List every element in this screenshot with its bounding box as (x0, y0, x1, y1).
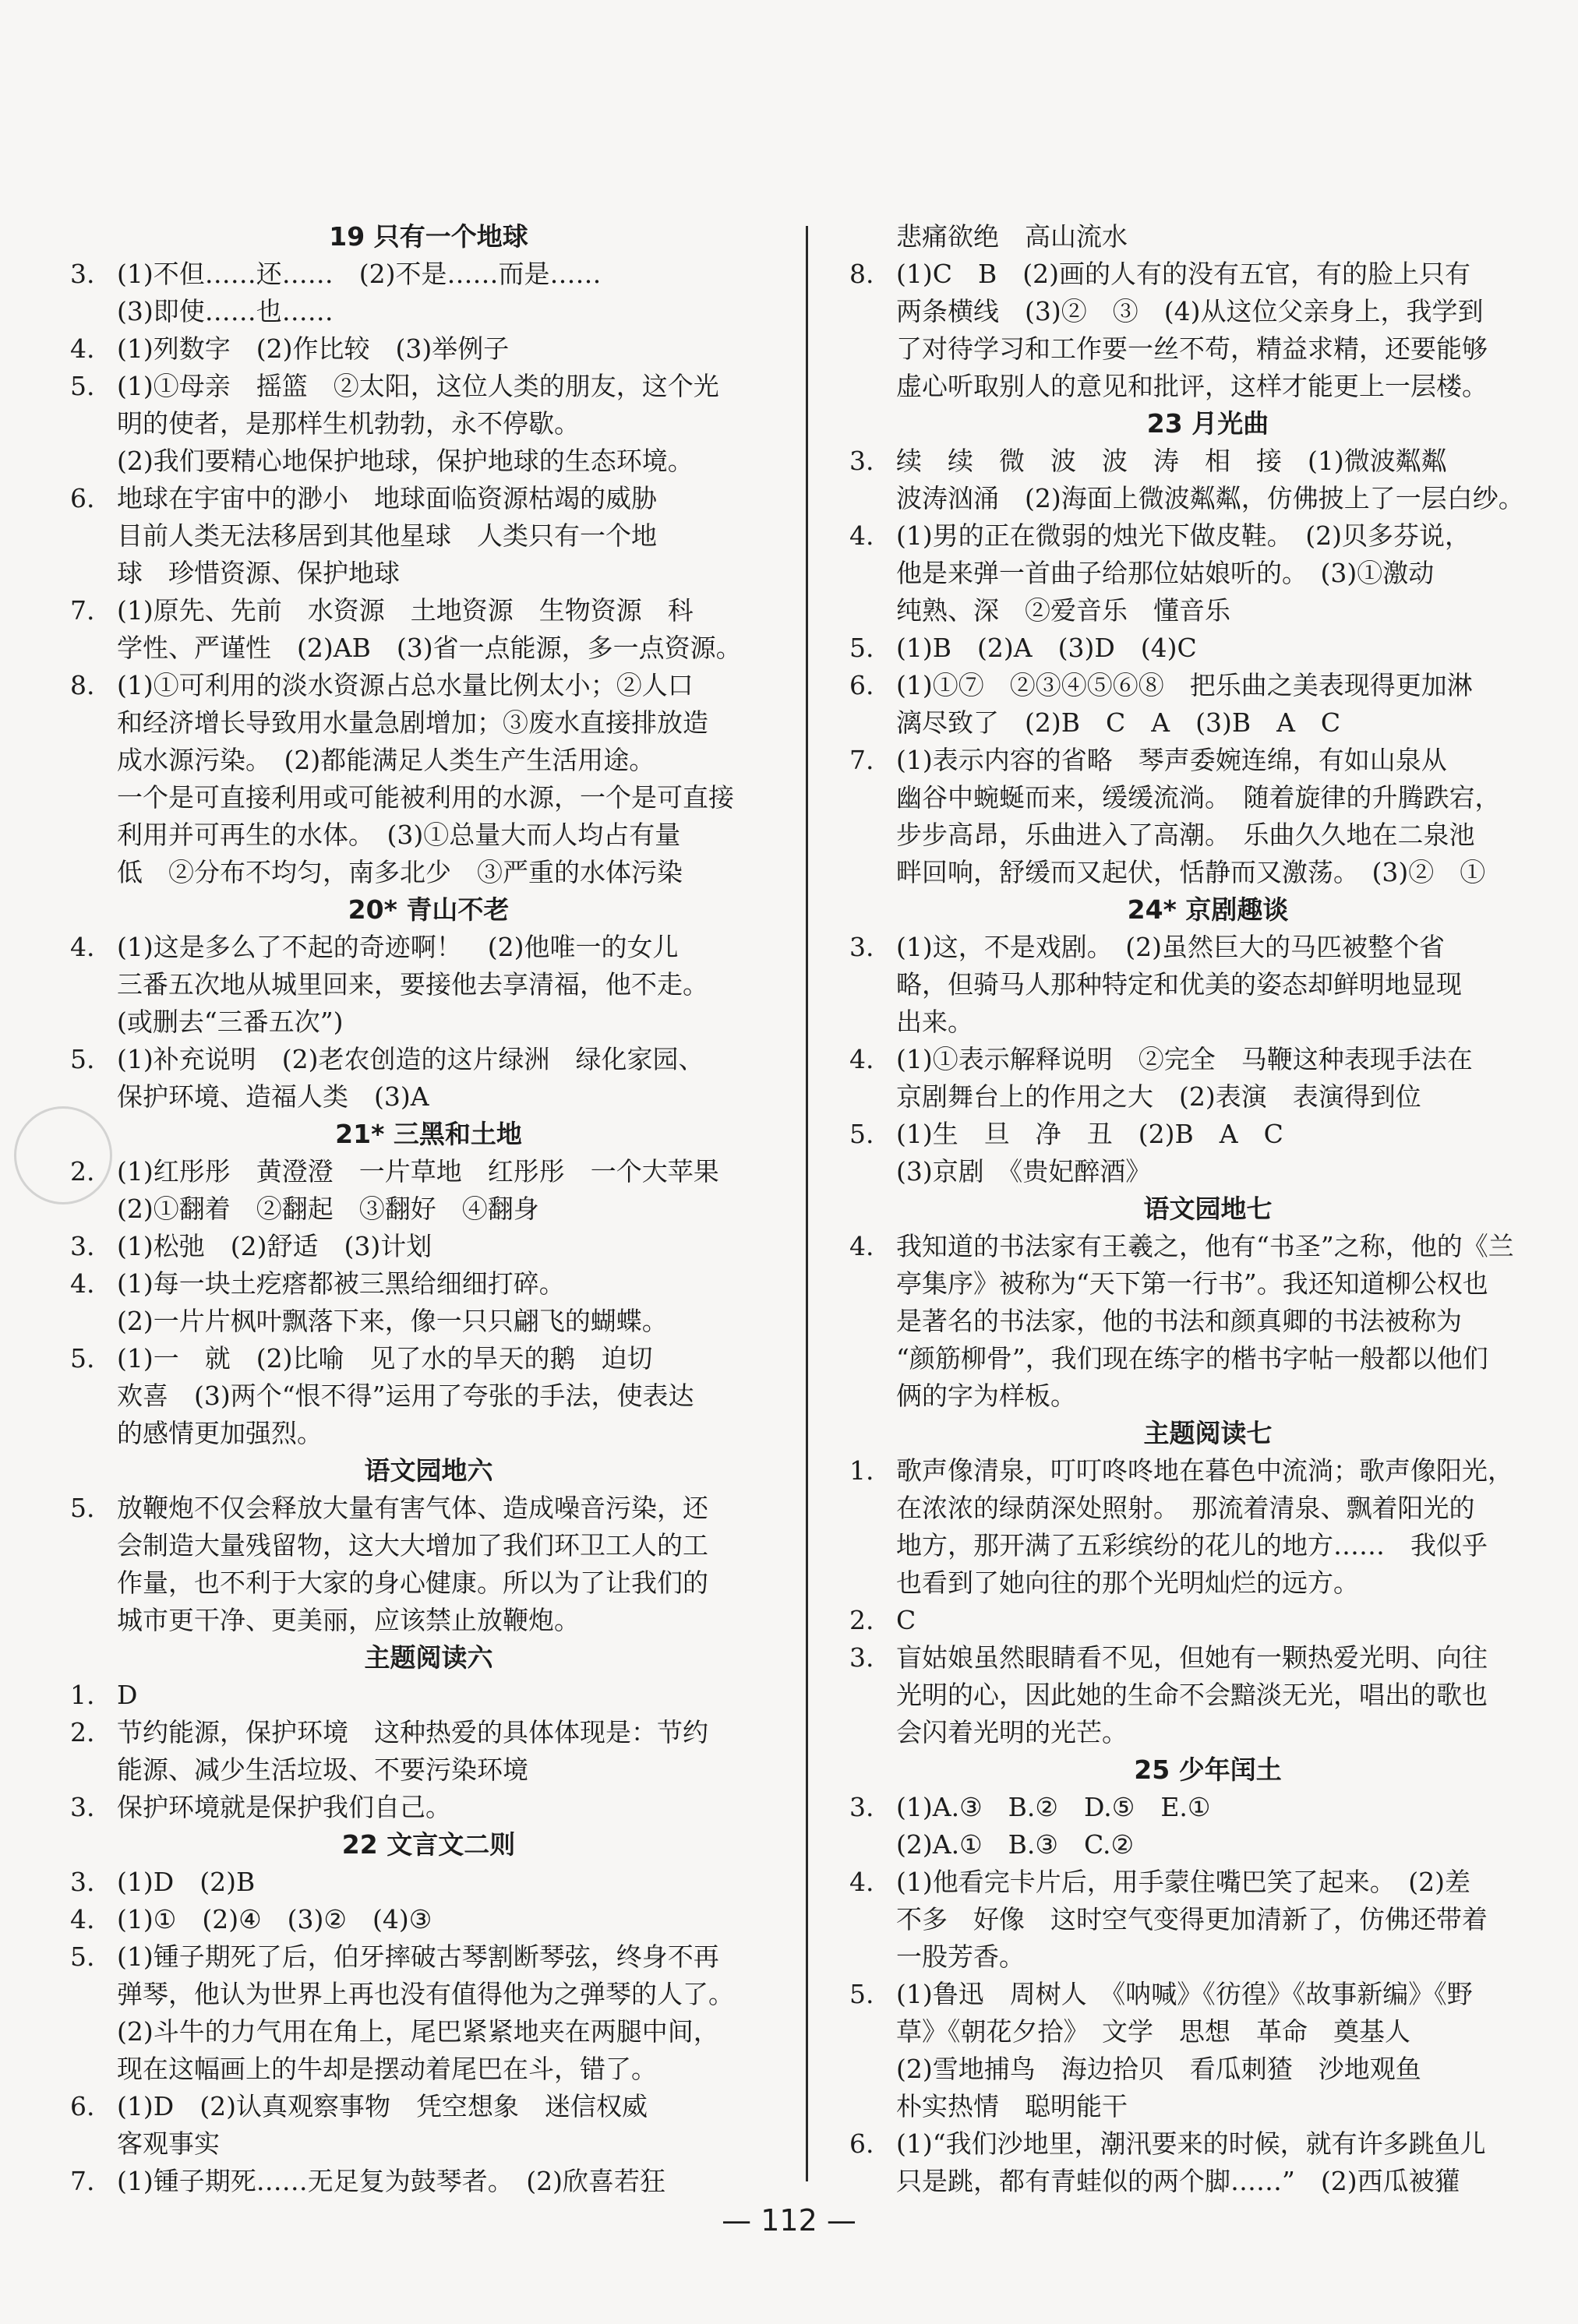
answer-line: (2)斗牛的力气用在角上，尾巴紧紧地夹在两腿中间， (117, 2016, 719, 2047)
answer-line: 客观事实 (117, 2128, 220, 2159)
answer-text (896, 1116, 1566, 1190)
answer-line: 目前人类无法移居到其他星球 人类只有一个地 (117, 520, 657, 551)
answer-line: (1)补充说明 (2)老农创造的这片绿洲 绿化家园、 (117, 1044, 704, 1074)
question-number: 5. (849, 1979, 874, 2009)
answer-section (849, 218, 1566, 405)
answer-section (70, 1452, 787, 1639)
question-number: 1. (70, 1680, 95, 1710)
section-title: 主题阅读七 (1143, 1418, 1273, 1448)
answer-line: 悲痛欲绝 高山流水 (896, 221, 1128, 252)
answer-text (117, 1490, 787, 1639)
answer-item (849, 443, 1566, 517)
answer-line: 是著名的书法家，他的书法和颜真卿的书法被称为 (896, 1306, 1462, 1336)
answer-line: (3)京剧 《贵妃醉酒》 (896, 1156, 1152, 1187)
answer-line: 纯熟、深 ②爱音乐 懂音乐 (896, 595, 1230, 626)
answer-item (849, 256, 1566, 405)
answer-line: 在浓浓的绿荫深处照射。 那流着清泉、飘着阳光的 (896, 1493, 1475, 1523)
answer-text (117, 368, 787, 480)
answer-line: 弹琴，他认为世界上再也没有值得他为之弹琴的人了。 (117, 1979, 734, 2009)
answer-item (70, 592, 787, 667)
answer-text (117, 1677, 787, 1714)
question-number: 4. (70, 1904, 95, 1934)
question-number: 3. (70, 1231, 95, 1261)
answer-line: 朴实热情 聪明能干 (896, 2091, 1128, 2121)
answer-line: 两条横线 (3)② ③ (4)从这位父亲身上，我学到 (896, 296, 1484, 326)
answer-line: 我知道的书法家有王羲之，他有“书圣”之称，他的《兰 (896, 1231, 1514, 1261)
answer-line: (2)A.① B.③ C.② (896, 1829, 1135, 1860)
answer-text (117, 256, 787, 330)
answer-line: D (117, 1680, 138, 1710)
answer-item (70, 1864, 787, 1901)
answer-line: (1)D (2)B (117, 1867, 256, 1897)
question-number: 4. (849, 1231, 874, 1261)
column-divider (806, 226, 808, 2181)
answer-item (849, 1602, 1566, 1639)
question-number (849, 218, 896, 256)
answer-line: C (896, 1605, 916, 1635)
answer-text (117, 929, 787, 1041)
section-title: 20* 青山不老 (348, 894, 510, 925)
section-title: 语文园地七 (1143, 1194, 1273, 1224)
answer-item (849, 517, 1566, 629)
watermark-stamp (14, 1106, 112, 1204)
question-number: 7. (849, 745, 874, 775)
answer-line: (1)① (2)④ (3)② (4)③ (117, 1904, 432, 1934)
question-number: 5. (849, 1119, 874, 1149)
answer-section (849, 1415, 1566, 1751)
answer-item (70, 1938, 787, 2088)
answer-section (849, 1751, 1566, 2200)
answer-text (117, 1228, 787, 1265)
answer-line: (1)B (2)A (3)D (4)C (896, 633, 1197, 663)
answer-text (896, 1041, 1566, 1116)
answer-line: 波涛汹涌 (2)海面上微波粼粼，仿佛披上了一层白纱。 (896, 483, 1524, 513)
answer-text (896, 629, 1566, 667)
question-number: 3. (70, 259, 95, 289)
question-number: 7. (70, 2166, 95, 2196)
answer-line: (3)即使……也…… (117, 296, 334, 326)
answer-text (896, 1789, 1566, 1864)
answer-line: (2)①翻着 ②翻起 ③翻好 ④翻身 (117, 1194, 539, 1224)
answer-text (117, 1153, 787, 1228)
answer-line: 出来。 (896, 1007, 973, 1037)
question-number: 3. (849, 446, 874, 476)
answer-line: 也看到了她向往的那个光明灿烂的远方。 (896, 1568, 1359, 1598)
answer-text (896, 1602, 1566, 1639)
answer-line: 和经济增长导致用水量急剧增加；③废水直接排放造 (117, 707, 708, 738)
answer-line: (1)A.③ B.② D.⑤ E.① (896, 1792, 1211, 1822)
answer-line: 不多 好像 这时空气变得更加清新了，仿佛还带着 (896, 1904, 1488, 1934)
answer-text (117, 1265, 787, 1340)
question-number: 4. (849, 1044, 874, 1074)
answer-line: (1)①⑦ ②③④⑤⑥⑧ 把乐曲之美表现得更加淋 (896, 670, 1473, 700)
answer-line: 畔回响，舒缓而又起伏，恬静而又激荡。 (3)② ① (896, 857, 1486, 887)
answer-line: (1)生 旦 净 丑 (2)B A C (896, 1119, 1283, 1149)
answer-line: 草》《朝花夕拾》 文学 思想 革命 奠基人 (896, 2016, 1410, 2047)
answer-item (70, 929, 787, 1041)
answer-item (70, 1677, 787, 1714)
answer-item (70, 1789, 787, 1826)
answer-line: 球 珍惜资源、保护地球 (117, 558, 400, 588)
question-number: 6. (70, 483, 95, 513)
answer-text (896, 1976, 1566, 2125)
answer-line: (1)“我们沙地里，潮汛要来的时候，就有许多跳鱼儿 (896, 2128, 1486, 2159)
answer-item (70, 1714, 787, 1789)
answer-item (70, 1153, 787, 1228)
answer-text (117, 1789, 787, 1826)
question-number: 1. (849, 1455, 874, 1486)
question-number: 4. (849, 520, 874, 551)
question-number: 5. (70, 371, 95, 401)
answer-text (117, 592, 787, 667)
answer-line: (1)松弛 (2)舒适 (3)计划 (117, 1231, 432, 1261)
answer-text (117, 330, 787, 368)
section-title: 22 文言文二则 (341, 1829, 516, 1860)
answer-line: 城市更干净、更美丽，应该禁止放鞭炮。 (117, 1605, 580, 1635)
section-title: 25 少年闰土 (1134, 1754, 1282, 1785)
question-number: 3. (70, 1867, 95, 1897)
answer-line: (2)我们要精心地保护地球，保护地球的生态环境。 (117, 446, 694, 476)
answer-item (70, 1041, 787, 1116)
answer-item (849, 742, 1566, 891)
answer-line: 虚心听取别人的意见和批评，这样才能更上一层楼。 (896, 371, 1488, 401)
answer-line: 俩的字为样板。 (896, 1381, 1076, 1411)
answer-line: 盲姑娘虽然眼睛看不见，但她有一颗热爱光明、向往 (896, 1642, 1488, 1673)
answer-text (117, 1901, 787, 1938)
answer-text (117, 480, 787, 592)
answer-line: 会闪着光明的光芒。 (896, 1717, 1128, 1747)
answer-section (70, 891, 787, 1116)
answer-text (896, 1864, 1566, 1976)
answer-text (896, 517, 1566, 629)
answer-text (117, 2088, 787, 2163)
answer-item (849, 1452, 1566, 1602)
answer-line: (1)这是多么了不起的奇迹啊！ (2)他唯一的女儿 (117, 932, 679, 962)
question-number: 2. (849, 1605, 874, 1635)
answer-item (70, 256, 787, 330)
answer-item (849, 629, 1566, 667)
answer-text (896, 667, 1566, 742)
section-title: 23 月光曲 (1146, 408, 1269, 439)
answer-line: “颜筋柳骨”，我们现在练字的楷书字帖一般都以他们 (896, 1343, 1488, 1374)
answer-text (896, 1452, 1566, 1602)
answer-item (849, 1639, 1566, 1751)
answer-text (117, 2163, 787, 2200)
answer-item (70, 1901, 787, 1938)
answer-item (70, 1265, 787, 1340)
answer-text (896, 742, 1566, 891)
answer-item (70, 667, 787, 891)
section-title: 21* 三黑和土地 (335, 1119, 522, 1149)
answer-item (70, 1490, 787, 1639)
answer-line: (1)男的正在微弱的烛光下做皮鞋。 (2)贝多芬说， (896, 520, 1470, 551)
answer-line: (1)①表示解释说明 ②完全 马鞭这种表现手法在 (896, 1044, 1473, 1074)
answer-line: 三番五次地从城里回来，要接他去享清福，他不走。 (117, 969, 708, 1000)
answer-item (70, 1340, 787, 1452)
answer-line: 利用并可再生的水体。 (3)①总量大而人均占有量 (117, 820, 681, 850)
answer-text (117, 1041, 787, 1116)
answer-line: 京剧舞台上的作用之大 (2)表演 表演得到位 (896, 1081, 1421, 1112)
answer-item (849, 667, 1566, 742)
answer-line: 保护环境就是保护我们自己。 (117, 1792, 451, 1822)
answer-line: (1)不但……还…… (2)不是……而是…… (117, 259, 602, 289)
question-number: 5. (70, 1493, 95, 1523)
answer-item (849, 1116, 1566, 1190)
question-number: 7. (70, 595, 95, 626)
left-column (70, 218, 787, 2200)
answer-text (117, 1938, 787, 2088)
answer-item (849, 2125, 1566, 2200)
answer-item (849, 218, 1566, 256)
answer-line: 学性、严谨性 (2)AB (3)省一点能源，多一点资源。 (117, 633, 742, 663)
answer-item (849, 929, 1566, 1041)
answer-section (849, 405, 1566, 891)
question-number: 3. (70, 1792, 95, 1822)
answer-line: 他是来弹一首曲子给那位姑娘听的。 (3)①激动 (896, 558, 1435, 588)
section-title: 主题阅读六 (364, 1642, 493, 1673)
answer-item (70, 330, 787, 368)
answer-text (896, 256, 1566, 405)
answer-line: 明的使者，是那样生机勃勃，永不停歇。 (117, 408, 580, 439)
answer-line: (或删去“三番五次”) (117, 1007, 344, 1037)
answer-item (849, 1864, 1566, 1976)
question-number: 8. (70, 670, 95, 700)
answer-item (849, 1789, 1566, 1864)
answer-text (896, 2125, 1566, 2200)
answer-line: 了对待学习和工作要一丝不苟，精益求精，还要能够 (896, 333, 1488, 364)
answer-text (117, 1340, 787, 1452)
answer-line: (1)锺子期死……无足复为鼓琴者。 (2)欣喜若狂 (117, 2166, 665, 2196)
page-number: — 112 — (722, 2203, 856, 2238)
answer-line: 保护环境、造福人类 (3)A (117, 1081, 429, 1112)
answer-line: 现在这幅画上的牛却是摆动着尾巴在斗，错了。 (117, 2054, 657, 2084)
answer-item (849, 1041, 1566, 1116)
answer-section (70, 1826, 787, 2200)
answer-line: 步步高昂，乐曲进入了高潮。 乐曲久久地在二泉池 (896, 820, 1475, 850)
question-number: 5. (70, 1941, 95, 1972)
answer-line: 续 续 微 波 波 涛 相 接 (1)微波粼粼 (896, 446, 1447, 476)
answer-line: 低 ②分布不均匀，南多北少 ③严重的水体污染 (117, 857, 683, 887)
answer-line: (1)①可利用的淡水资源占总水量比例太小；②人口 (117, 670, 694, 700)
answer-line: 会制造大量残留物，这大大增加了我们环卫工人的工 (117, 1530, 708, 1561)
answer-line: 歌声像清泉，叮叮咚咚地在暮色中流淌；歌声像阳光， (896, 1455, 1513, 1486)
answer-item (70, 2163, 787, 2200)
answer-line: 幽谷中蜿蜒而来，缓缓流淌。 随着旋律的升腾跌宕， (896, 782, 1501, 813)
answer-line: 放鞭炮不仅会释放大量有害气体、造成噪音污染，还 (117, 1493, 708, 1523)
answer-line: 作量，也不利于大家的身心健康。所以为了让我们的 (117, 1568, 708, 1598)
answer-line: 地球在宇宙中的渺小 地球面临资源枯竭的威胁 (117, 483, 657, 513)
answer-line: 漓尽致了 (2)B C A (3)B A C (896, 707, 1341, 738)
answer-section (849, 891, 1566, 1190)
answer-item (849, 1976, 1566, 2125)
answer-line: 一个是可直接利用或可能被利用的水源，一个是可直接 (117, 782, 734, 813)
answer-text (117, 1864, 787, 1901)
answer-text (896, 1639, 1566, 1751)
answer-line: (2)一片片枫叶飘落下来，像一只只翩飞的蝴蝶。 (117, 1306, 668, 1336)
answer-line: 能源、减少生活垃圾、不要污染环境 (117, 1754, 528, 1785)
answer-line: (1)列数字 (2)作比较 (3)举例子 (117, 333, 510, 364)
answer-text (896, 443, 1566, 517)
question-number: 2. (70, 1156, 95, 1187)
answer-line: (1)C B (2)画的人有的没有五官，有的脸上只有 (896, 259, 1470, 289)
question-number: 4. (70, 932, 95, 962)
question-number: 5. (70, 1044, 95, 1074)
question-number: 3. (849, 1642, 874, 1673)
answer-line: (1)每一块土疙瘩都被三黑给细细打碎。 (117, 1268, 565, 1299)
question-number: 6. (849, 670, 874, 700)
question-number: 4. (70, 1268, 95, 1299)
question-number: 3. (849, 1792, 874, 1822)
answer-line: (1)他看完卡片后，用手蒙住嘴巴笑了起来。 (2)差 (896, 1867, 1470, 1897)
right-column (849, 218, 1566, 2200)
answer-item (70, 1228, 787, 1265)
question-number: 4. (70, 333, 95, 364)
answer-line: 一股芳香。 (896, 1941, 1025, 1972)
question-number: 5. (70, 1343, 95, 1374)
answer-line: 光明的心，因此她的生命不会黯淡无光，唱出的歌也 (896, 1680, 1488, 1710)
answer-line: (1)①母亲 摇篮 ②太阳，这位人类的朋友，这个光 (117, 371, 719, 401)
answer-section (70, 1639, 787, 1826)
question-number: 5. (849, 633, 874, 663)
answer-text (117, 667, 787, 891)
answer-item (70, 480, 787, 592)
question-number: 3. (849, 932, 874, 962)
answer-line: 成水源污染。 (2)都能满足人类生产生活用途。 (117, 745, 655, 775)
answer-line: 略，但骑马人那种特定和优美的姿态却鲜明地显现 (896, 969, 1462, 1000)
answer-line: (1)表示内容的省略 琴声委婉连绵，有如山泉从 (896, 745, 1447, 775)
answer-item (70, 368, 787, 480)
question-number: 8. (849, 259, 874, 289)
answer-line: (1)鲁迅 周树人 《呐喊》《彷徨》《故事新编》《野 (896, 1979, 1473, 2009)
answer-text (896, 929, 1566, 1041)
answer-section (70, 218, 787, 891)
answer-section (70, 1116, 787, 1452)
answer-line: (1)D (2)认真观察事物 凭空想象 迷信权威 (117, 2091, 648, 2121)
answer-line: (1)这，不是戏剧。 (2)虽然巨大的马匹被整个省 (896, 932, 1445, 962)
answer-line: (1)原先、先前 水资源 土地资源 生物资源 科 (117, 595, 694, 626)
answer-line: (1)一 就 (2)比喻 见了水的旱天的鹅 迫切 (117, 1343, 653, 1374)
answer-line: 只是跳，都有青蛙似的两个脚……” (2)西瓜被獾 (896, 2166, 1460, 2196)
answer-line: 地方，那开满了五彩缤纷的花儿的地方…… 我似乎 (896, 1530, 1488, 1561)
answer-line: 亭集序》被称为“天下第一行书”。我还知道柳公权也 (896, 1268, 1488, 1299)
answer-line: (1)红彤彤 黄澄澄 一片草地 红彤彤 一个大苹果 (117, 1156, 719, 1187)
answer-line: (1)锺子期死了后，伯牙摔破古琴割断琴弦，终身不再 (117, 1941, 719, 1972)
question-number: 6. (70, 2091, 95, 2121)
answer-text (117, 1714, 787, 1789)
section-title: 19 只有一个地球 (329, 221, 528, 252)
answer-text (896, 1228, 1566, 1415)
answer-line: 欢喜 (3)两个“恨不得”运用了夸张的手法，使表达 (117, 1381, 694, 1411)
section-title: 24* 京剧趣谈 (1127, 894, 1289, 925)
answer-line: 节约能源，保护环境 这种热爱的具体体现是：节约 (117, 1717, 708, 1747)
question-number: 2. (70, 1717, 95, 1747)
answer-section (849, 1190, 1566, 1415)
answer-line: (2)雪地捕鸟 海边拾贝 看瓜刺猹 沙地观鱼 (896, 2054, 1421, 2084)
question-number: 6. (849, 2128, 874, 2159)
answer-item (849, 1228, 1566, 1415)
answer-item (70, 2088, 787, 2163)
answer-text (896, 218, 1566, 256)
section-title: 语文园地六 (364, 1455, 493, 1486)
question-number: 4. (849, 1867, 874, 1897)
answer-line: 的感情更加强烈。 (117, 1418, 323, 1448)
